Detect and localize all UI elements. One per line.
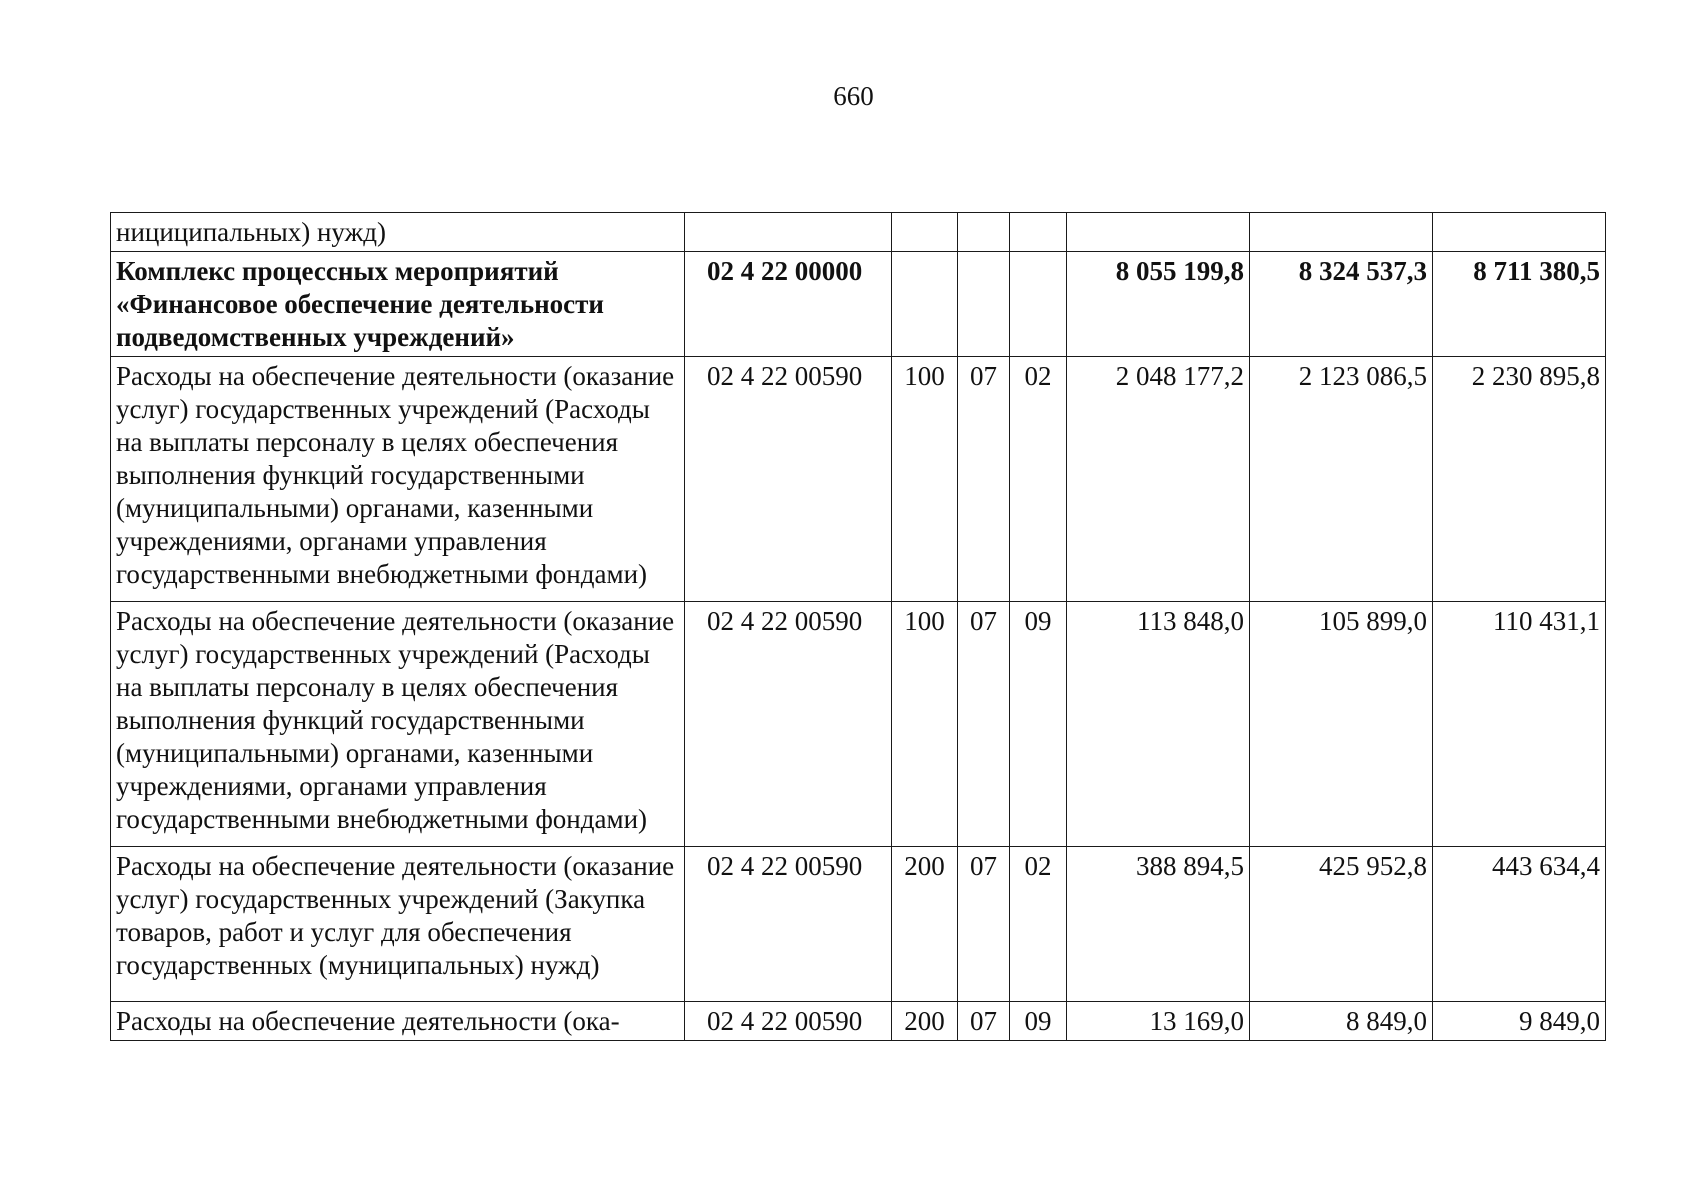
row-section: 07	[958, 847, 1010, 1002]
row-section: 07	[958, 602, 1010, 847]
row-section: 07	[958, 357, 1010, 602]
table-row	[111, 1002, 1606, 1041]
row-amount-2: 105 899,0	[1250, 602, 1433, 847]
row-target-code: 02 4 22 00590	[685, 602, 892, 847]
row-description: Комплекс процессных мероприятий «Финансовое обеспечение деятельности подведомственных учреждений»	[111, 252, 685, 357]
table-row	[111, 357, 1606, 602]
row-amount-3: 9 849,0	[1433, 1002, 1606, 1041]
row-amount-3: 2 230 895,8	[1433, 357, 1606, 602]
row-expense-type: 200	[892, 1002, 958, 1041]
table-row	[111, 602, 1606, 847]
row-description: Расходы на обеспечение деятельности (оказание услуг) государственных учреждений (Расходы на выплаты персоналу в целях обеспечения выполнения функций государственными (муниципальными) органами, казенными учреждениями, органами управления государственными внебюджетными фондами)	[111, 357, 685, 602]
row-amount-1: 8 055 199,8	[1067, 252, 1250, 357]
page-number: 660	[833, 81, 874, 111]
table-row	[111, 213, 1606, 252]
row-amount-2: 8 849,0	[1250, 1002, 1433, 1041]
row-section: 07	[958, 1002, 1010, 1041]
row-target-code: 02 4 22 00590	[685, 847, 892, 1002]
row-description: Расходы на обеспечение деятельности (оказание услуг) государственных учреждений (Расходы на выплаты персоналу в целях обеспечения выполнения функций государственными (муниципальными) органами, казенными учреждениями, органами управления государственными внебюджетными фондами)	[111, 602, 685, 847]
row-amount-2: 2 123 086,5	[1250, 357, 1433, 602]
row-amount-2: 425 952,8	[1250, 847, 1433, 1002]
row-subsection: 02	[1010, 357, 1067, 602]
row-amount-3	[1433, 213, 1606, 252]
row-description: нициципальных) нужд)	[111, 213, 685, 252]
table-body	[111, 213, 1606, 1041]
row-amount-3: 8 711 380,5	[1433, 252, 1606, 357]
row-target-code: 02 4 22 00000	[685, 252, 892, 357]
row-expense-type	[892, 213, 958, 252]
row-expense-type: 100	[892, 357, 958, 602]
row-subsection	[1010, 252, 1067, 357]
row-amount-1: 388 894,5	[1067, 847, 1250, 1002]
row-amount-1	[1067, 213, 1250, 252]
row-target-code: 02 4 22 00590	[685, 1002, 892, 1041]
row-description: Расходы на обеспечение деятельности (ока-	[111, 1002, 685, 1041]
row-amount-1: 113 848,0	[1067, 602, 1250, 847]
row-target-code	[685, 213, 892, 252]
table-row	[111, 252, 1606, 357]
row-expense-type	[892, 252, 958, 357]
budget-table	[110, 212, 1606, 1041]
row-amount-1: 2 048 177,2	[1067, 357, 1250, 602]
table-row	[111, 847, 1606, 1002]
row-subsection: 02	[1010, 847, 1067, 1002]
row-amount-3: 443 634,4	[1433, 847, 1606, 1002]
row-amount-3: 110 431,1	[1433, 602, 1606, 847]
row-amount-1: 13 169,0	[1067, 1002, 1250, 1041]
row-description: Расходы на обеспечение деятельности (оказание услуг) государственных учреждений (Закупка товаров, работ и услуг для обеспечения государственных (муниципальных) нужд)	[111, 847, 685, 1002]
row-section	[958, 213, 1010, 252]
row-subsection: 09	[1010, 602, 1067, 847]
row-target-code: 02 4 22 00590	[685, 357, 892, 602]
row-expense-type: 100	[892, 602, 958, 847]
row-amount-2	[1250, 213, 1433, 252]
row-expense-type: 200	[892, 847, 958, 1002]
row-amount-2: 8 324 537,3	[1250, 252, 1433, 357]
row-section	[958, 252, 1010, 357]
row-subsection: 09	[1010, 1002, 1067, 1041]
row-subsection	[1010, 213, 1067, 252]
